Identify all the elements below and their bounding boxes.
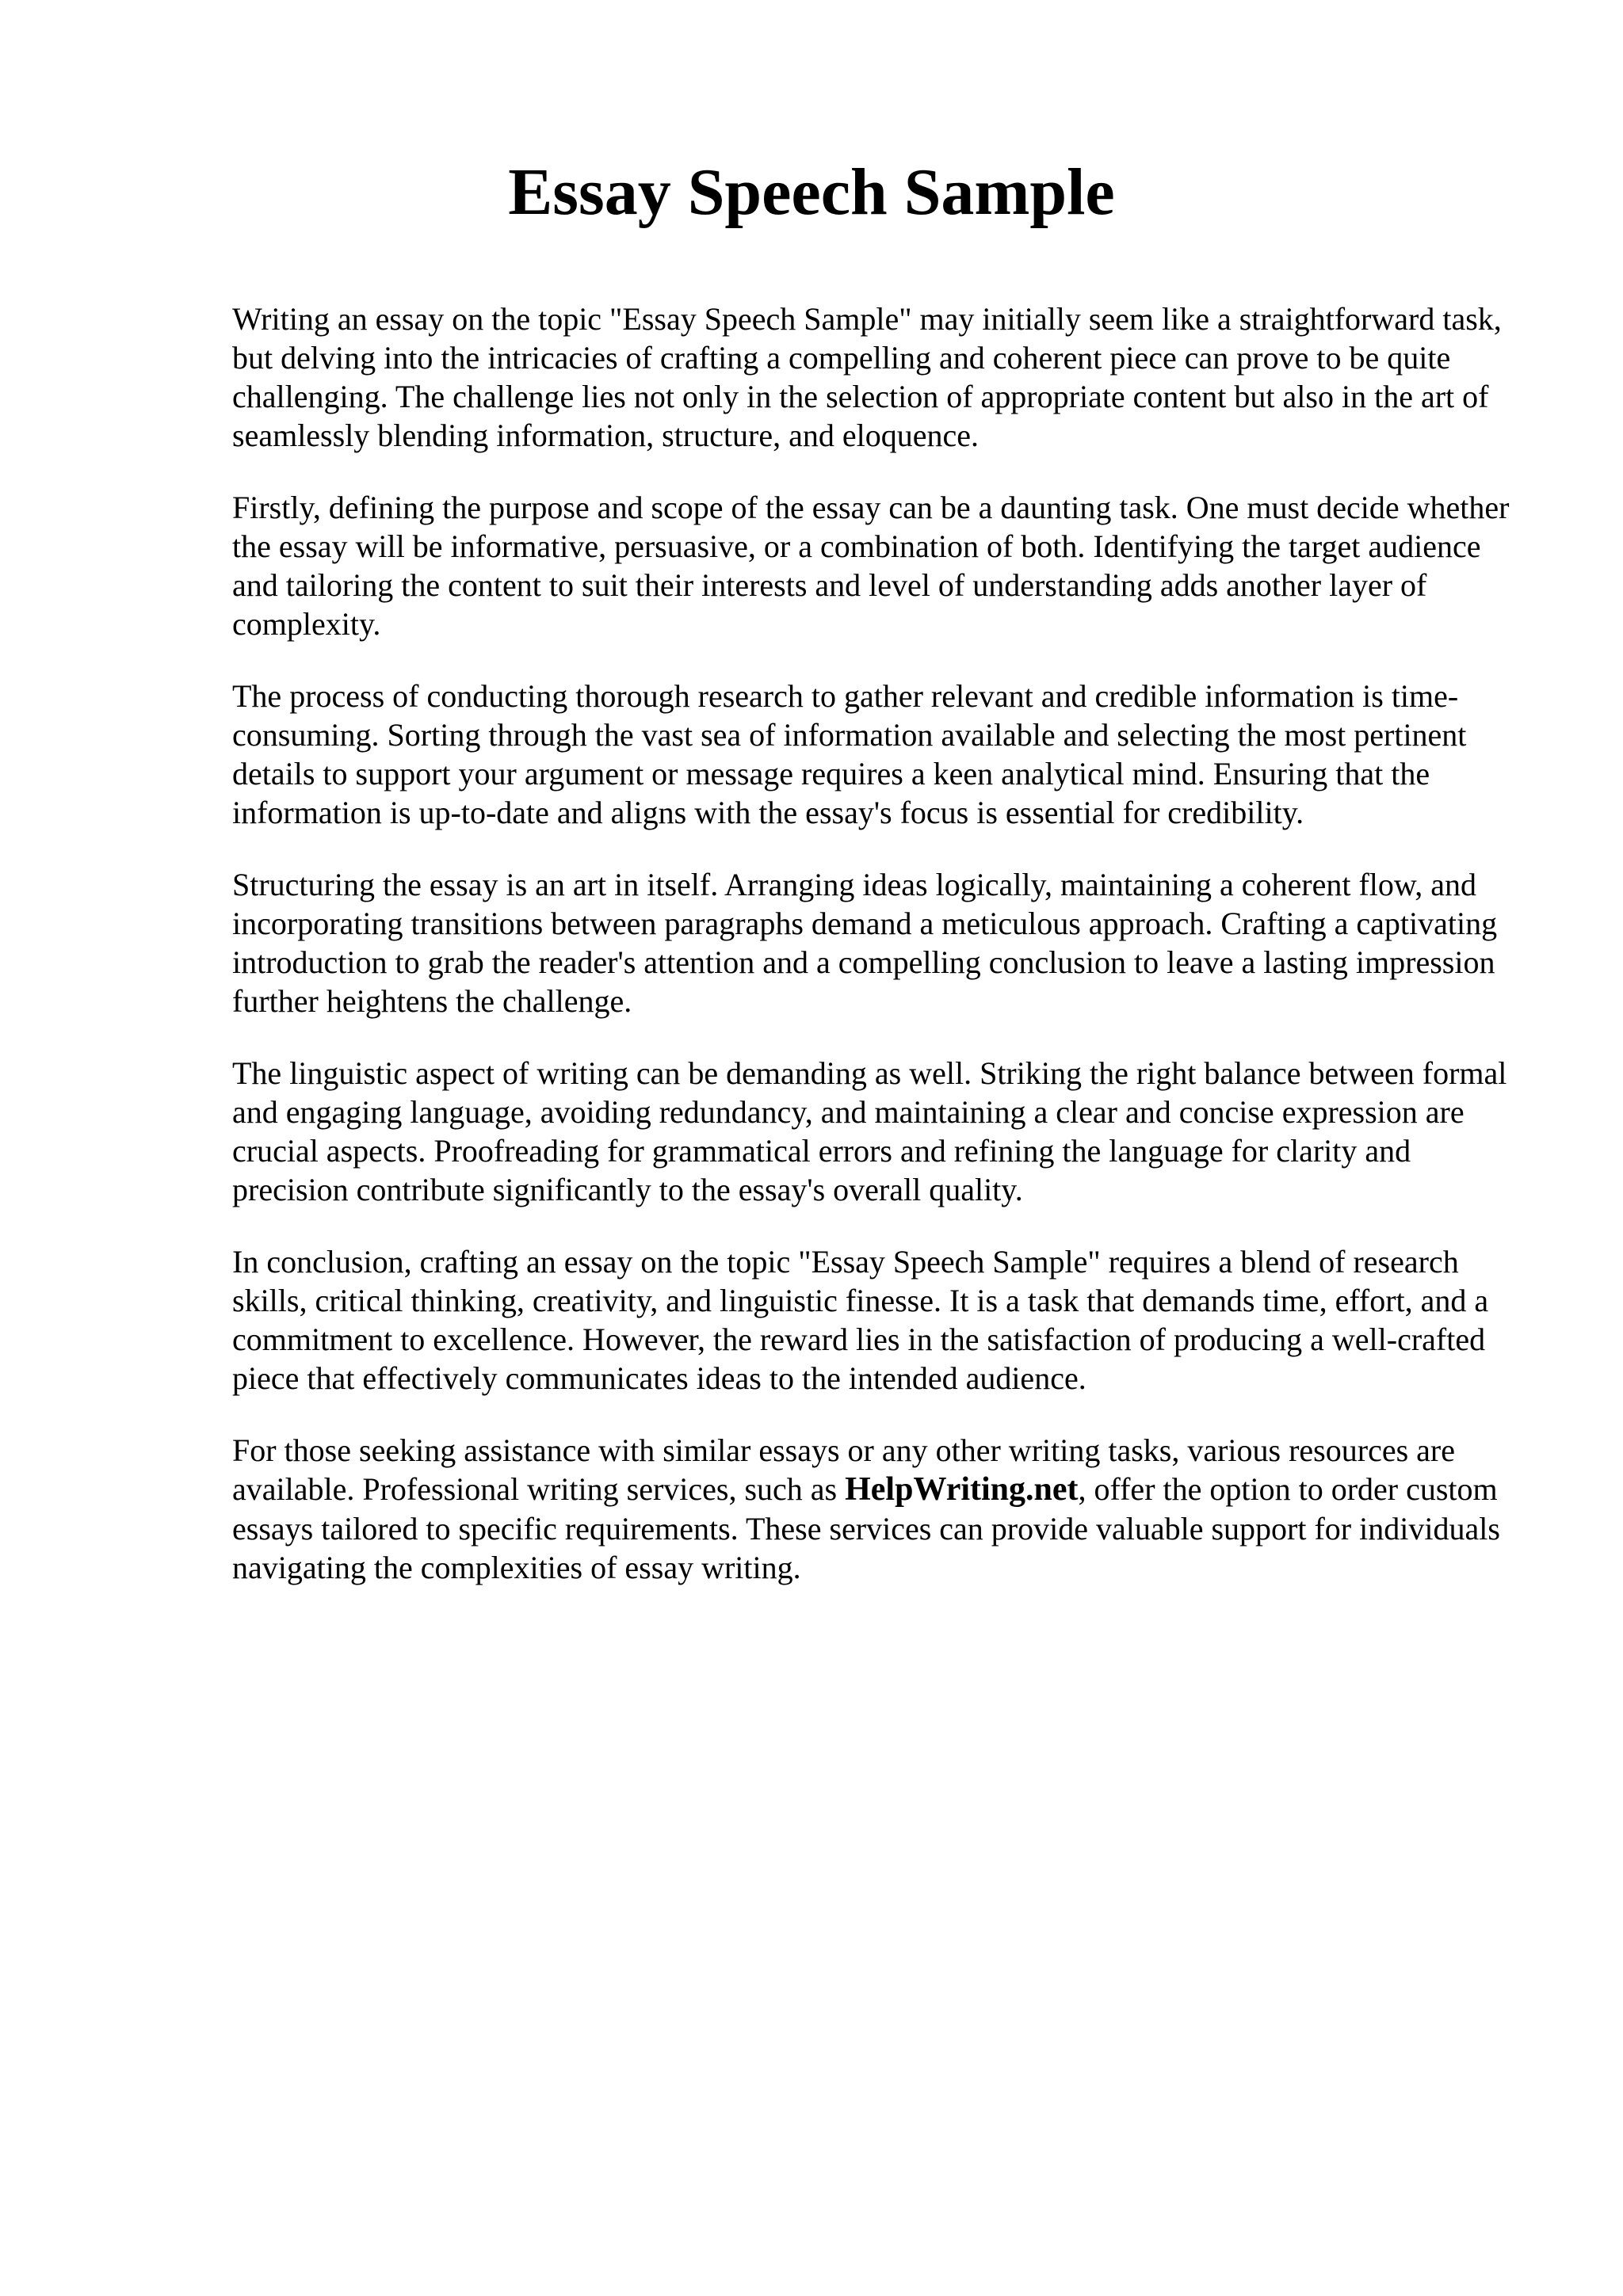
paragraph-structure: Structuring the essay is an art in itself. Arranging ideas logically, maintaining a coherent flow, and incorporating transitions between paragraphs demand a meticulous approach. Crafting a captivating introduction to grab the reader's attention and a compelling conclusion to leave a lasting impression further heightens the challenge. bbox=[232, 867, 1498, 1019]
paragraph-purpose: Firstly, defining the purpose and scope of the essay can be a daunting task. One must decide whether the essay will be informative, persuasive, or a combination of both. Identifying the target audience and tailoring the content to suit their interests and level of understanding adds another layer of complexity. bbox=[232, 490, 1510, 642]
paragraph-assistance bbox=[232, 1431, 1532, 1587]
paragraph-intro: Writing an essay on the topic "Essay Speech Sample" may initially seem like a straightforward task, but delving into the intricacies of crafting a compelling and coherent piece can prove to be quite challenging. The challenge lies not only in the selection of appropriate content but also in the art of seamlessly blending information, structure, and eloquence. bbox=[232, 301, 1502, 453]
paragraph-linguistic: The linguistic aspect of writing can be demanding as well. Striking the right balance between formal and engaging language, avoiding redundancy, and maintaining a clear and concise expression are crucial aspects. Proofreading for grammatical errors and refining the language for clarity and precision contribute significantly to the essay's overall quality. bbox=[232, 1055, 1507, 1207]
assistance-text-before-link: For those seeking assistance with similar essays or any other writing tasks, various resources are available. Professional writing services, such as bbox=[232, 1432, 1455, 1507]
assistance-text-after-link: , offer the option to order custom essays tailored to specific requirements. These services can provide valuable support for individuals navigating the complexities of essay writing. bbox=[232, 1471, 1500, 1585]
paragraph-research: The process of conducting thorough research to gather relevant and credible information is time-consuming. Sorting through the vast sea of information available and selecting the most pertinent details to support your argument or message requires a keen analytical mind. Ensuring that the information is up-to-date and aligns with the essay's focus is essential for credibility. bbox=[232, 678, 1467, 830]
paragraph-conclusion: In conclusion, crafting an essay on the topic "Essay Speech Sample" requires a blend of research skills, critical thinking, creativity, and linguistic finesse. It is a task that demands time, effort, and a commitment to excellence. However, the reward lies in the satisfaction of producing a well-crafted piece that effectively communicates ideas to the intended audience. bbox=[232, 1244, 1489, 1396]
document-title: Essay Speech Sample bbox=[508, 155, 1115, 229]
document-body bbox=[232, 299, 1532, 1620]
helpwriting-link[interactable]: HelpWriting.net bbox=[845, 1471, 1079, 1508]
